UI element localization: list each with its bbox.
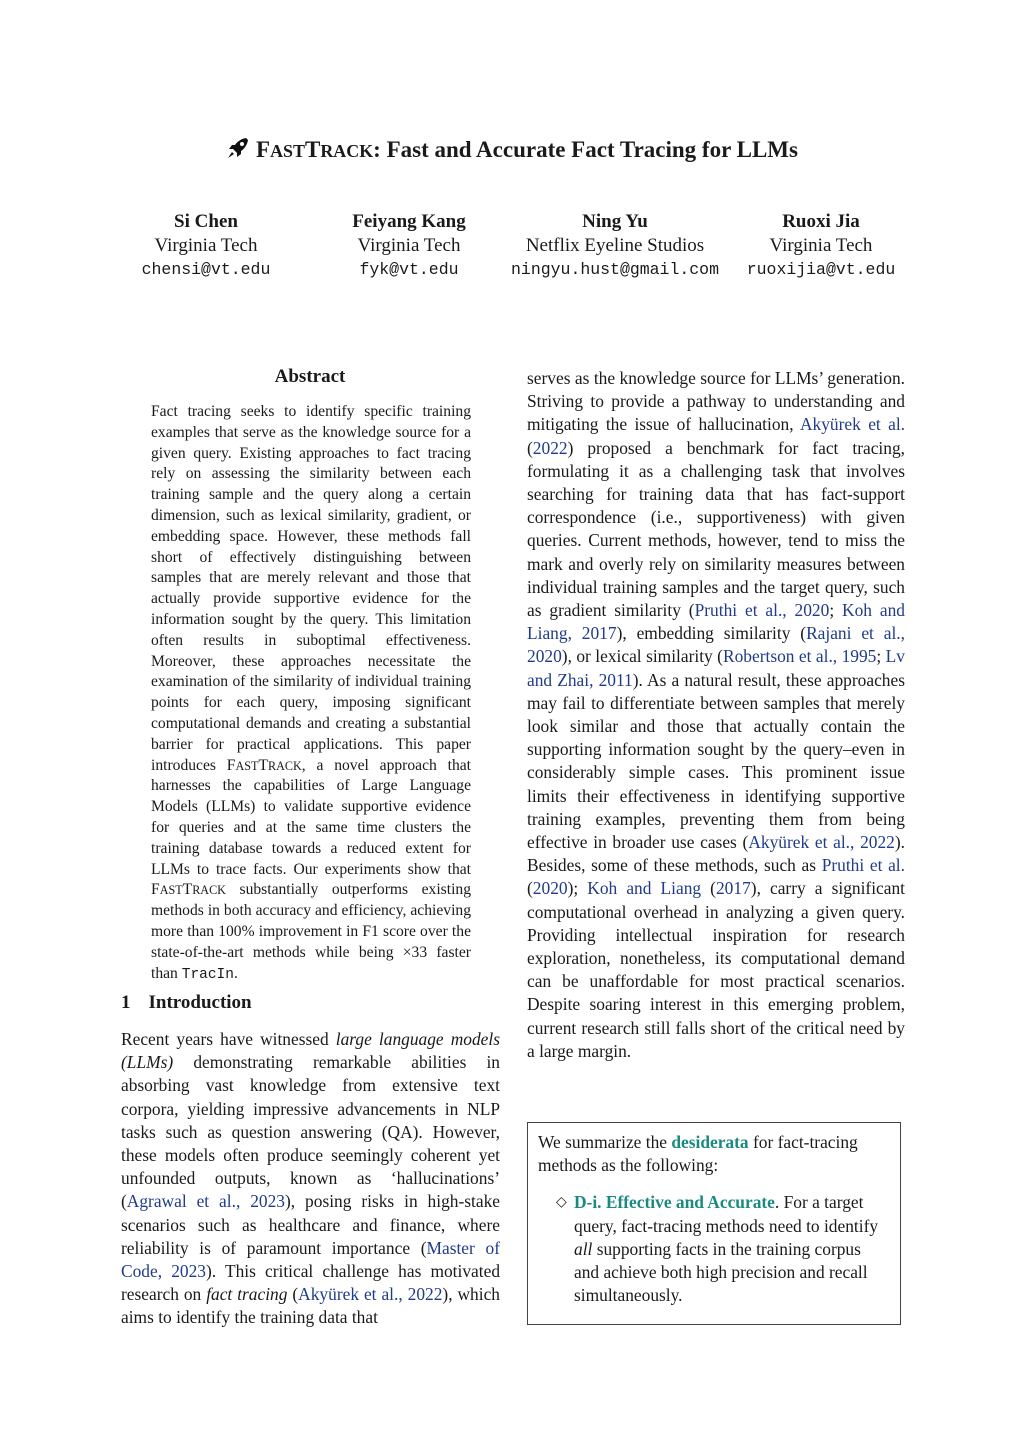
citation-link[interactable]: Koh and Liang, 2017 — [527, 600, 905, 644]
citation-link[interactable]: Rajani et al., 2020 — [527, 623, 906, 667]
author-email[interactable]: fyk@vt.edu — [359, 260, 459, 279]
title-name: FASTTRACK — [256, 137, 374, 162]
citation-link[interactable]: Akyürek et al. — [799, 414, 906, 435]
citation-link[interactable]: Lv and Zhai, 2011 — [527, 646, 905, 690]
citation-link[interactable]: Robertson et al., 1995 — [722, 646, 877, 667]
citation-link[interactable]: Pruthi et al., 2020 — [694, 600, 830, 621]
citation-link[interactable]: Akyürek et al., 2022 — [748, 832, 895, 853]
author-name: Feiyang Kang — [352, 211, 466, 232]
abstract-heading: Abstract — [274, 366, 346, 387]
author-affiliation: Netflix Eyeline Studios — [525, 235, 705, 256]
intro-paragraph-left: Recent years have witnessed large language models (LLMs) demonstrating remarkable abilities in absorbing vast knowledge from extensive text corpora, yielding impressive advancements in NLP tasks such as question answering (QA). However, these models often produce seemingly coherent yet unfounded outputs, known as ‘hallucinations’ (Agrawal et al., 2023), posing risks in high-stake scenarios such as healthcare and finance, where reliability is of paramount importance (Master of Code, 2023). This critical challenge has motivated research on fact tracing (Akyürek et al., 2022), which aims to identify the training data that — [121, 1029, 501, 1328]
author-block — [747, 210, 896, 282]
author-block — [511, 210, 719, 282]
citation-link[interactable]: 2017 — [715, 878, 751, 899]
citation-link[interactable]: 2022 — [532, 437, 568, 458]
speedup-value: ×33 — [402, 943, 428, 961]
author-affiliation: Virginia Tech — [357, 235, 461, 256]
citation-link[interactable]: Agrawal et al., 2023 — [126, 1191, 285, 1212]
desiderata-keyword: desiderata — [671, 1132, 749, 1152]
desiderata-intro: We summarize the desiderata for fact-tracing methods as the following: — [538, 1132, 858, 1176]
rocket-icon — [226, 136, 250, 160]
citation-link[interactable]: Koh and Liang — [587, 878, 702, 899]
author-email[interactable]: ruoxijia@vt.edu — [746, 260, 896, 279]
citation-link[interactable]: Akyürek et al., 2022 — [298, 1284, 443, 1305]
author-block — [352, 210, 465, 282]
diamond-bullet-icon: ◇ — [556, 1195, 567, 1211]
author-affiliation: Virginia Tech — [154, 235, 258, 256]
intro-paragraph-right: serves as the knowledge source for LLMs’ generation. Striving to provide a pathway to understanding and mitigating the issue of hallucination, Akyürek et al. (2022) proposed a benchmark for fact tracing, formulating it as a challenging task that involves searching for training data that has fact-support correspondence (i.e., supportiveness) with given queries. Current methods, however, tend to miss the mark and overly rely on similarity measures between individual training samples and the target query, such as gradient similarity (Pruthi et al., 2020; Koh and Liang, 2017), embedding similarity (Rajani et al., 2020), or lexical similarity (Robertson et al., 1995; Lv and Zhai, 2011). As a natural result, these approaches may fail to differentiate between samples that merely look similar and those that actually contain the supporting information sought by the query–even in considerably simple cases. This prominent issue limits their effectiveness in identifying supportive training examples, preventing them from being effective in broader use cases (Akyürek et al., 2022). Besides, some of these methods, such as Pruthi et al. (2020); Koh and Liang (2017), carry a significant computational overhead in analyzing a given query. Providing intellectual inspiration for research exploration, nonetheless, its computational demand can be unaffordable for most practical scenarios. Despite soaring interest in this emerging problem, current research still falls short of the critical need by a large margin. — [527, 368, 906, 1061]
citation-link[interactable]: Pruthi et al. — [821, 855, 905, 876]
author-name: Ning Yu — [582, 211, 648, 232]
desiderata-box — [527, 1122, 901, 1325]
citation-link[interactable]: Master of Code, 2023 — [121, 1237, 500, 1282]
title-subtitle: : Fast and Accurate Fact Tracing for LLMs — [373, 137, 798, 162]
author-email[interactable]: ningyu.hust@gmail.com — [511, 260, 719, 279]
method-name: FASTTRACK — [226, 756, 302, 774]
citation-link[interactable]: 2020 — [532, 878, 568, 899]
author-name: Si Chen — [174, 211, 238, 232]
abstract-text: Fact tracing seeks to identify specific training examples that serve as the knowledge source for a given query. Existing approaches to fact tracing rely on assessing the similarity between each training sample and the query along a certain dimension, such as lexical similarity, gradient, or embedding space. However, these methods fall short of effectively distinguishing between samples that are merely relevant and those that actually provide supportive evidence for the information sought by the query. This limitation often results in suboptimal effectiveness. Moreover, these approaches necessitate the examination of the similarity of individual training points for each query, imposing significant computational demands and creating a substantial barrier for practical applications. This paper introduces FASTTRACK, a novel approach that harnesses the capabilities of Large Language Models (LLMs) to validate supportive evidence for queries and at the same time clusters the training database towards a reduced extent for LLMs to trace facts. Our experiments show that FASTTRACK substantially outperforms existing methods in both accuracy and efficiency, achieving more than 100% improvement in F1 score over the state-of-the-art methods while being ×33 faster than TracIn. — [151, 403, 471, 983]
desiderata-item-label: D-i. Effective and Accurate — [574, 1192, 775, 1213]
desiderata-item: ◇ D-i. Effective and Accurate. For a target query, fact-tracing methods need to identify all supporting facts in the training corpus and achieve both high precision and recall simultaneously. — [538, 1191, 890, 1307]
paper-title — [0, 136, 1024, 163]
author-name: Ruoxi Jia — [782, 211, 860, 232]
section-heading: 1 Introduction — [121, 992, 252, 1013]
author-block — [142, 210, 271, 282]
tracin-code: TracIn — [181, 966, 234, 983]
author-affiliation: Virginia Tech — [769, 235, 873, 256]
author-email[interactable]: chensi@vt.edu — [141, 260, 271, 279]
method-name: FASTTRACK — [151, 881, 226, 899]
